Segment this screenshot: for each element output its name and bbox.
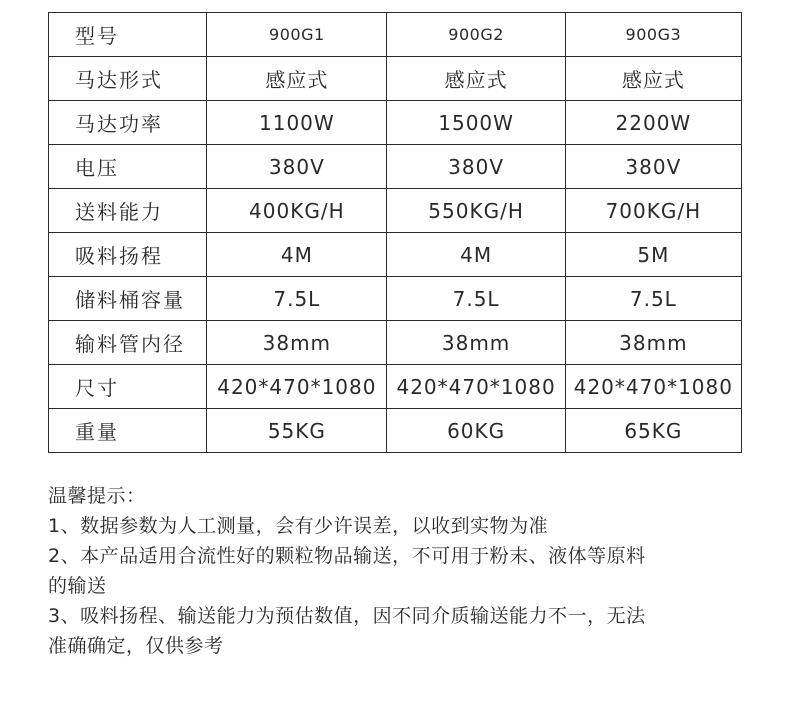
table-cell: 420*470*1080 [565, 365, 741, 409]
note-line: 1、数据参数为人工测量，会有少许误差，以收到实物为准 [48, 515, 549, 537]
table-cell: 38mm [565, 321, 741, 365]
table-header-row [49, 13, 742, 57]
table-cell: 4M [207, 233, 387, 277]
table-cell: 感应式 [565, 57, 741, 101]
row-label: 马达功率 [49, 101, 207, 145]
table-cell: 400KG/H [207, 189, 387, 233]
table-cell: 1500W [387, 101, 565, 145]
table-row-suction-lift [49, 233, 742, 277]
table-row-voltage [49, 145, 742, 189]
table-row-hopper-capacity [49, 277, 742, 321]
table-cell: 感应式 [387, 57, 565, 101]
table-cell: 380V [207, 145, 387, 189]
model-name: 900G1 [207, 13, 387, 57]
row-label: 送料能力 [49, 189, 207, 233]
table-cell: 2200W [565, 101, 741, 145]
table-cell: 380V [387, 145, 565, 189]
note-line: 3、吸料扬程、输送能力为预估数值，因不同介质输送能力不一，无法 [48, 605, 646, 627]
table-cell: 420*470*1080 [387, 365, 565, 409]
table-cell: 7.5L [207, 277, 387, 321]
notes-section [48, 481, 748, 661]
table-cell: 38mm [387, 321, 565, 365]
table-cell: 7.5L [387, 277, 565, 321]
note-line: 的输送 [48, 575, 107, 597]
model-header-label: 型号 [49, 13, 207, 57]
row-label: 马达形式 [49, 57, 207, 101]
table-cell: 380V [565, 145, 741, 189]
row-label: 重量 [49, 409, 207, 453]
table-cell: 4M [387, 233, 565, 277]
spec-table [48, 12, 742, 453]
table-cell: 感应式 [207, 57, 387, 101]
table-row-dimensions [49, 365, 742, 409]
model-name: 900G2 [387, 13, 565, 57]
table-cell: 38mm [207, 321, 387, 365]
note-line: 准确确定，仅供参考 [48, 635, 224, 657]
row-label: 输料管内径 [49, 321, 207, 365]
table-cell: 55KG [207, 409, 387, 453]
table-cell: 65KG [565, 409, 741, 453]
table-cell: 1100W [207, 101, 387, 145]
table-row-weight [49, 409, 742, 453]
table-row-motor-power [49, 101, 742, 145]
table-cell: 550KG/H [387, 189, 565, 233]
table-cell: 7.5L [565, 277, 741, 321]
table-row-feed-capacity [49, 189, 742, 233]
row-label: 储料桶容量 [49, 277, 207, 321]
table-cell: 420*470*1080 [207, 365, 387, 409]
table-cell: 700KG/H [565, 189, 741, 233]
note-line: 2、本产品适用合流性好的颗粒物品输送，不可用于粉末、液体等原料 [48, 545, 646, 567]
row-label: 尺寸 [49, 365, 207, 409]
table-cell: 5M [565, 233, 741, 277]
notes-title: 温馨提示： [48, 485, 146, 507]
table-row-pipe-diameter [49, 321, 742, 365]
row-label: 电压 [49, 145, 207, 189]
row-label: 吸料扬程 [49, 233, 207, 277]
table-cell: 60KG [387, 409, 565, 453]
table-row-motor-type [49, 57, 742, 101]
model-name: 900G3 [565, 13, 741, 57]
